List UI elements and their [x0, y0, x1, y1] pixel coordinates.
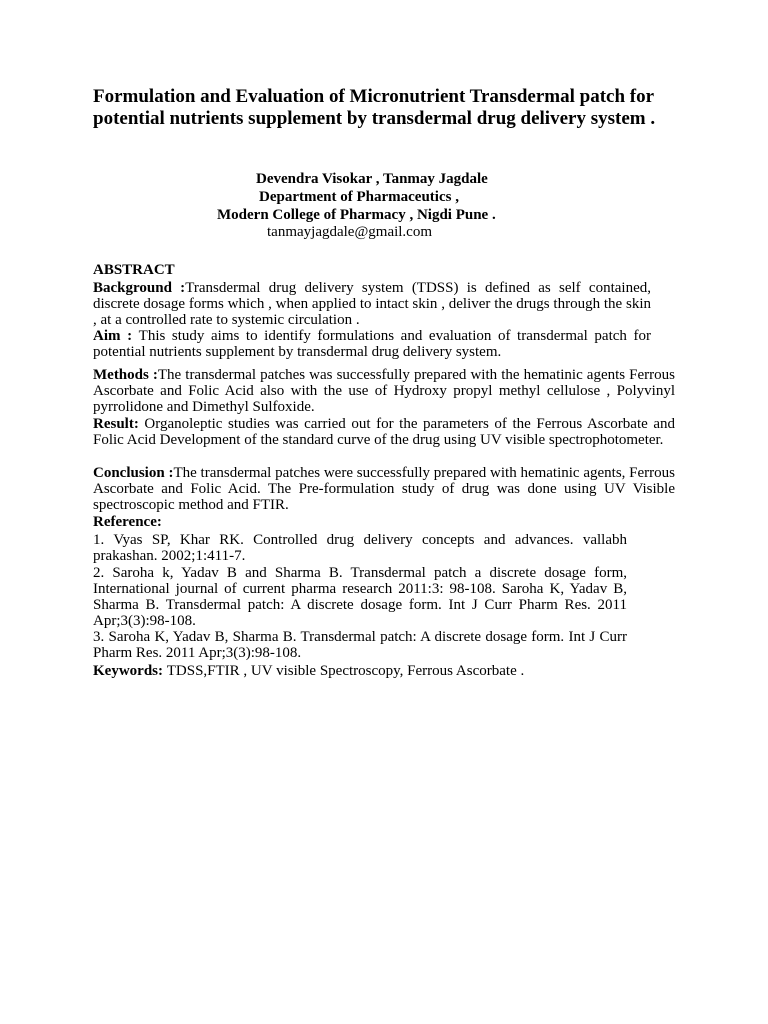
reference-item: 1. Vyas SP, Khar RK. Controlled drug delivery concepts and advances. vallabh prakashan. 2002;1:411-7. [93, 532, 627, 564]
conclusion-label: Conclusion : [93, 465, 174, 481]
authors: Devendra Visokar , Tanmay Jagdale [256, 171, 488, 187]
background-label: Background : [93, 280, 186, 296]
reference-item: 3. Saroha K, Yadav B, Sharma B. Transdermal patch: A discrete dosage form. Int J Curr Pharm Res. 2011 Apr;3(3):98-108. [93, 629, 627, 661]
email: tanmayjagdale@gmail.com [267, 224, 433, 240]
reference-heading: Reference: [93, 514, 162, 530]
reference-item: 2. Saroha k, Yadav B and Sharma B. Transdermal patch a discrete dosage form, International journal of current pharma research 2011:3: 98-108. Saroha K, Yadav B, Sharma B. Transdermal patch: A discrete dosage form. Int J Curr Pharm Res. 2011 Apr;3(3):98-108. [93, 565, 627, 629]
methods-label: Methods : [93, 367, 158, 383]
aim-section [93, 328, 651, 360]
aim-text: This study aims to identify formulations and evaluation of transdermal patch for potential nutrients supplement by transdermal drug delivery system. [93, 328, 651, 360]
aim-label: Aim : [93, 328, 139, 344]
methods-text: The transdermal patches was successfully prepared with the hematinic agents Ferrous Ascorbate and Folic Acid also with the use of Hydroxy propyl methyl cellulose , Polyvinyl pyrrolidone and Dimethyl Sulfoxide. [93, 367, 675, 415]
conclusion-text: The transdermal patches were successfully prepared with hematinic agents, Ferrous Ascorbate and Folic Acid. The Pre-formulation study of drug was done using UV Visible spectroscopic method and FTIR. [93, 465, 676, 513]
department: Department of Pharmaceutics , [259, 189, 459, 205]
keywords-label: Keywords: [93, 663, 167, 679]
result-section [93, 416, 675, 448]
abstract-heading: ABSTRACT [93, 262, 175, 278]
keywords-text: TDSS,FTIR , UV visible Spectroscopy, Ferrous Ascorbate . [166, 663, 525, 679]
conclusion-section [93, 465, 675, 513]
result-label: Result: [93, 416, 145, 432]
background-text: Transdermal drug delivery system (TDSS) is defined as self contained, discrete dosage forms which , when applied to intact skin , deliver the drugs through the skin , at a controlled rate to systemic circulation . [93, 280, 651, 328]
methods-section [93, 367, 675, 415]
keywords-section [93, 663, 675, 679]
result-text: Organoleptic studies was carried out for the parameters of the Ferrous Ascorbate and Folic Acid Development of the standard curve of the drug using UV visible spectrophotometer. [93, 416, 676, 448]
institution: Modern College of Pharmacy , Nigdi Pune . [217, 207, 496, 223]
background-section [93, 280, 651, 328]
paper-title: Formulation and Evaluation of Micronutrient Transdermal patch for potential nutrients supplement by transdermal drug delivery system . [93, 86, 656, 129]
